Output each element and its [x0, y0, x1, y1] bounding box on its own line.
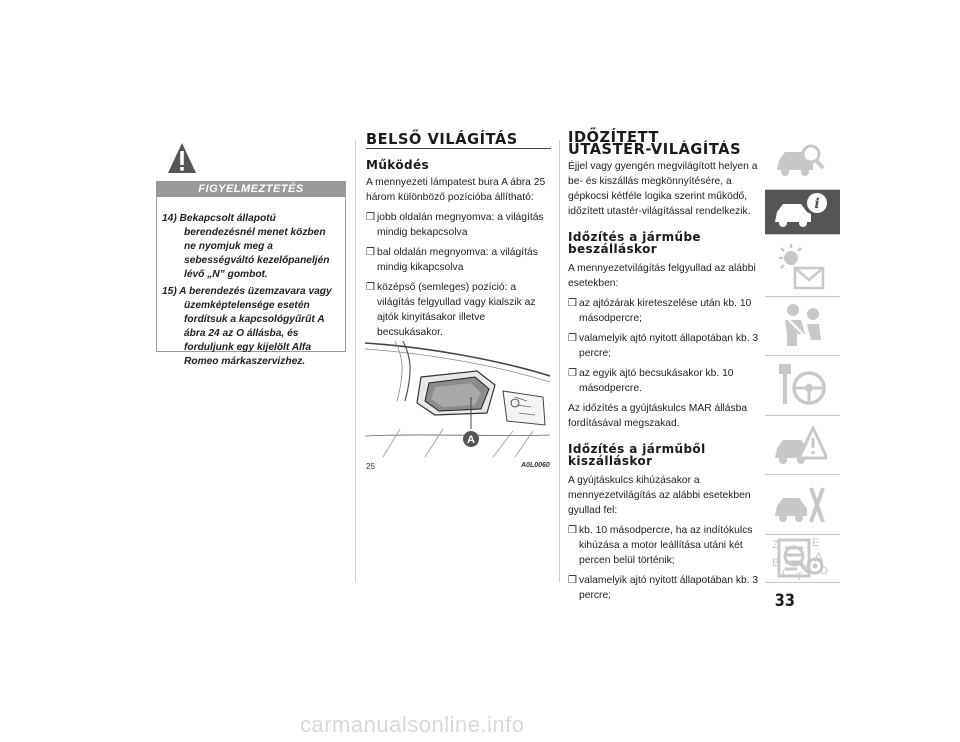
alphabet-index-icon[interactable] — [768, 536, 828, 582]
car-search-icon[interactable] — [773, 140, 825, 182]
bullet-text: az ajtózárak kireteszelése után kb. 10 másodpercre; — [579, 298, 752, 324]
tab-divider — [765, 189, 840, 190]
tab-divider — [765, 474, 840, 475]
figure-number: 25 — [366, 462, 375, 471]
svg-text:C: C — [782, 567, 790, 579]
bullet-text: középső (semleges) pozíció: a világítás felgyullad vagy kialszik az ajtók kinyitásakor illetve becsukásakor. — [377, 282, 536, 338]
list-item — [366, 210, 552, 240]
section-title-line1: IDŐZÍTETT — [568, 129, 659, 147]
list-item — [366, 280, 552, 340]
idozitett-intro: Éjjel vagy gyengén megvilágított helyen a be- és kiszállás megkönnyítésére, a gépkocsi kétféle logika szerint működő, időzített utastér-világítással rendelkezik. — [568, 161, 758, 217]
bullet-checkbox-icon: ❒ — [568, 333, 577, 344]
bullet-text: bal oldalán megnyomva: a világítás mindig kikapcsolva — [377, 247, 538, 273]
car-tools-icon[interactable] — [773, 480, 827, 530]
bullet-text: az egyik ajtó becsukásakor kb. 10 másodpercre. — [579, 368, 734, 394]
beszallas-intro: A mennyezetvilágítás felgyullad az alábbi esetekben: — [568, 263, 756, 289]
car-info-icon[interactable] — [773, 192, 829, 232]
subsection-title-beszallas-line2: beszálláskor — [568, 242, 658, 256]
bullet-text: valamelyik ajtó nyitott állapotában kb. 3 percre; — [579, 575, 759, 601]
warning-triangle-icon — [167, 142, 197, 174]
section-rule — [366, 148, 551, 149]
beszallas-outro: Az időzítés a gyújtáskulcs MAR állásba fordításával megszakad. — [568, 403, 748, 429]
list-item — [568, 366, 760, 396]
bullet-checkbox-icon: ❒ — [568, 298, 577, 309]
page-number: 33 — [774, 591, 795, 611]
belso-content — [366, 175, 552, 345]
list-item — [568, 331, 760, 361]
idozitett-content — [568, 159, 760, 608]
bullet-text: valamelyik ajtó nyitott állapotában kb. 3 percre; — [579, 333, 759, 359]
subsection-title-kiszallas-line1: Időzítés a járműből — [568, 442, 706, 456]
bullet-checkbox-icon: ❒ — [366, 247, 375, 258]
tab-divider — [765, 582, 840, 583]
warning-item-15: 15) A berendezés üzemzavara vagy üzemképtelensége esetén fordítsuk a kapcsológyűrűt A ábra 24 az O állásba, és forduljunk egy kijelölt Alfa Romeo márkaszervizhez. — [162, 286, 332, 367]
bullet-checkbox-icon: ❒ — [366, 212, 375, 223]
steering-wheel-icon[interactable] — [777, 360, 827, 410]
subsection-title-mukodes: Működés — [366, 158, 430, 172]
tab-divider — [765, 234, 840, 235]
car-warning-icon[interactable] — [773, 420, 827, 470]
bullet-checkbox-icon: ❒ — [568, 368, 577, 379]
section-title-line2: UTASTÉR-VILÁGÍTÁS — [568, 141, 742, 159]
kiszallas-intro: A gyújtáskulcs kihúzásakor a mennyezetvilágítás az alábbi esetekben gyullad fel: — [568, 475, 751, 516]
list-item — [568, 573, 760, 603]
figure-code: A0L0060 — [521, 462, 550, 469]
subsection-title-kiszallas-line2: kiszálláskor — [568, 454, 653, 468]
figure-label-a: A — [467, 434, 475, 446]
warning-header: FIGYELMEZTETÉS — [156, 181, 346, 197]
bullet-checkbox-icon: ❒ — [366, 282, 375, 293]
tab-divider — [765, 415, 840, 416]
warning-box — [156, 197, 346, 367]
section-title-belso-vilagitas: BELSŐ VILÁGÍTÁS — [366, 131, 518, 149]
svg-text:i: i — [814, 196, 820, 212]
svg-text:B: B — [772, 557, 780, 569]
bullet-checkbox-icon: ❒ — [568, 525, 577, 536]
svg-text:E: E — [812, 537, 820, 549]
list-item — [568, 296, 760, 326]
tab-divider — [765, 534, 840, 535]
watermark: carmanualsonline.info — [300, 712, 525, 737]
tab-divider — [765, 296, 840, 297]
belso-intro: A mennyezeti lámpatest bura A ábra 25 három különböző pozícióba állítható: — [366, 177, 546, 203]
svg-text:A: A — [814, 549, 824, 565]
svg-text:D: D — [820, 565, 828, 577]
airbag-person-icon[interactable] — [777, 300, 827, 350]
subsection-title-beszallas-line1: Időzítés a járműbe — [568, 230, 701, 244]
tab-divider — [765, 355, 840, 356]
warning-lights-icon[interactable] — [775, 242, 827, 292]
list-item — [568, 523, 760, 568]
column-divider — [355, 140, 356, 582]
list-item — [366, 245, 552, 275]
svg-text:T: T — [796, 571, 803, 582]
warning-item-14: 14) Bekapcsolt állapotú berendezésnél menet közben ne nyomjuk meg a sebességváltó kezelőpaneljén lévő „N” gombot. — [162, 213, 330, 280]
svg-text:Z: Z — [772, 539, 779, 551]
bullet-checkbox-icon: ❒ — [568, 575, 577, 586]
bullet-text: jobb oldalán megnyomva: a világítás mindig bekapcsolva — [377, 212, 544, 238]
column-divider — [559, 140, 560, 582]
bullet-text: kb. 10 másodpercre, ha az indítókulcs kihúzása a motor leállítása utáni két percen belül történik; — [579, 525, 753, 566]
ceiling-light-figure — [365, 341, 550, 459]
